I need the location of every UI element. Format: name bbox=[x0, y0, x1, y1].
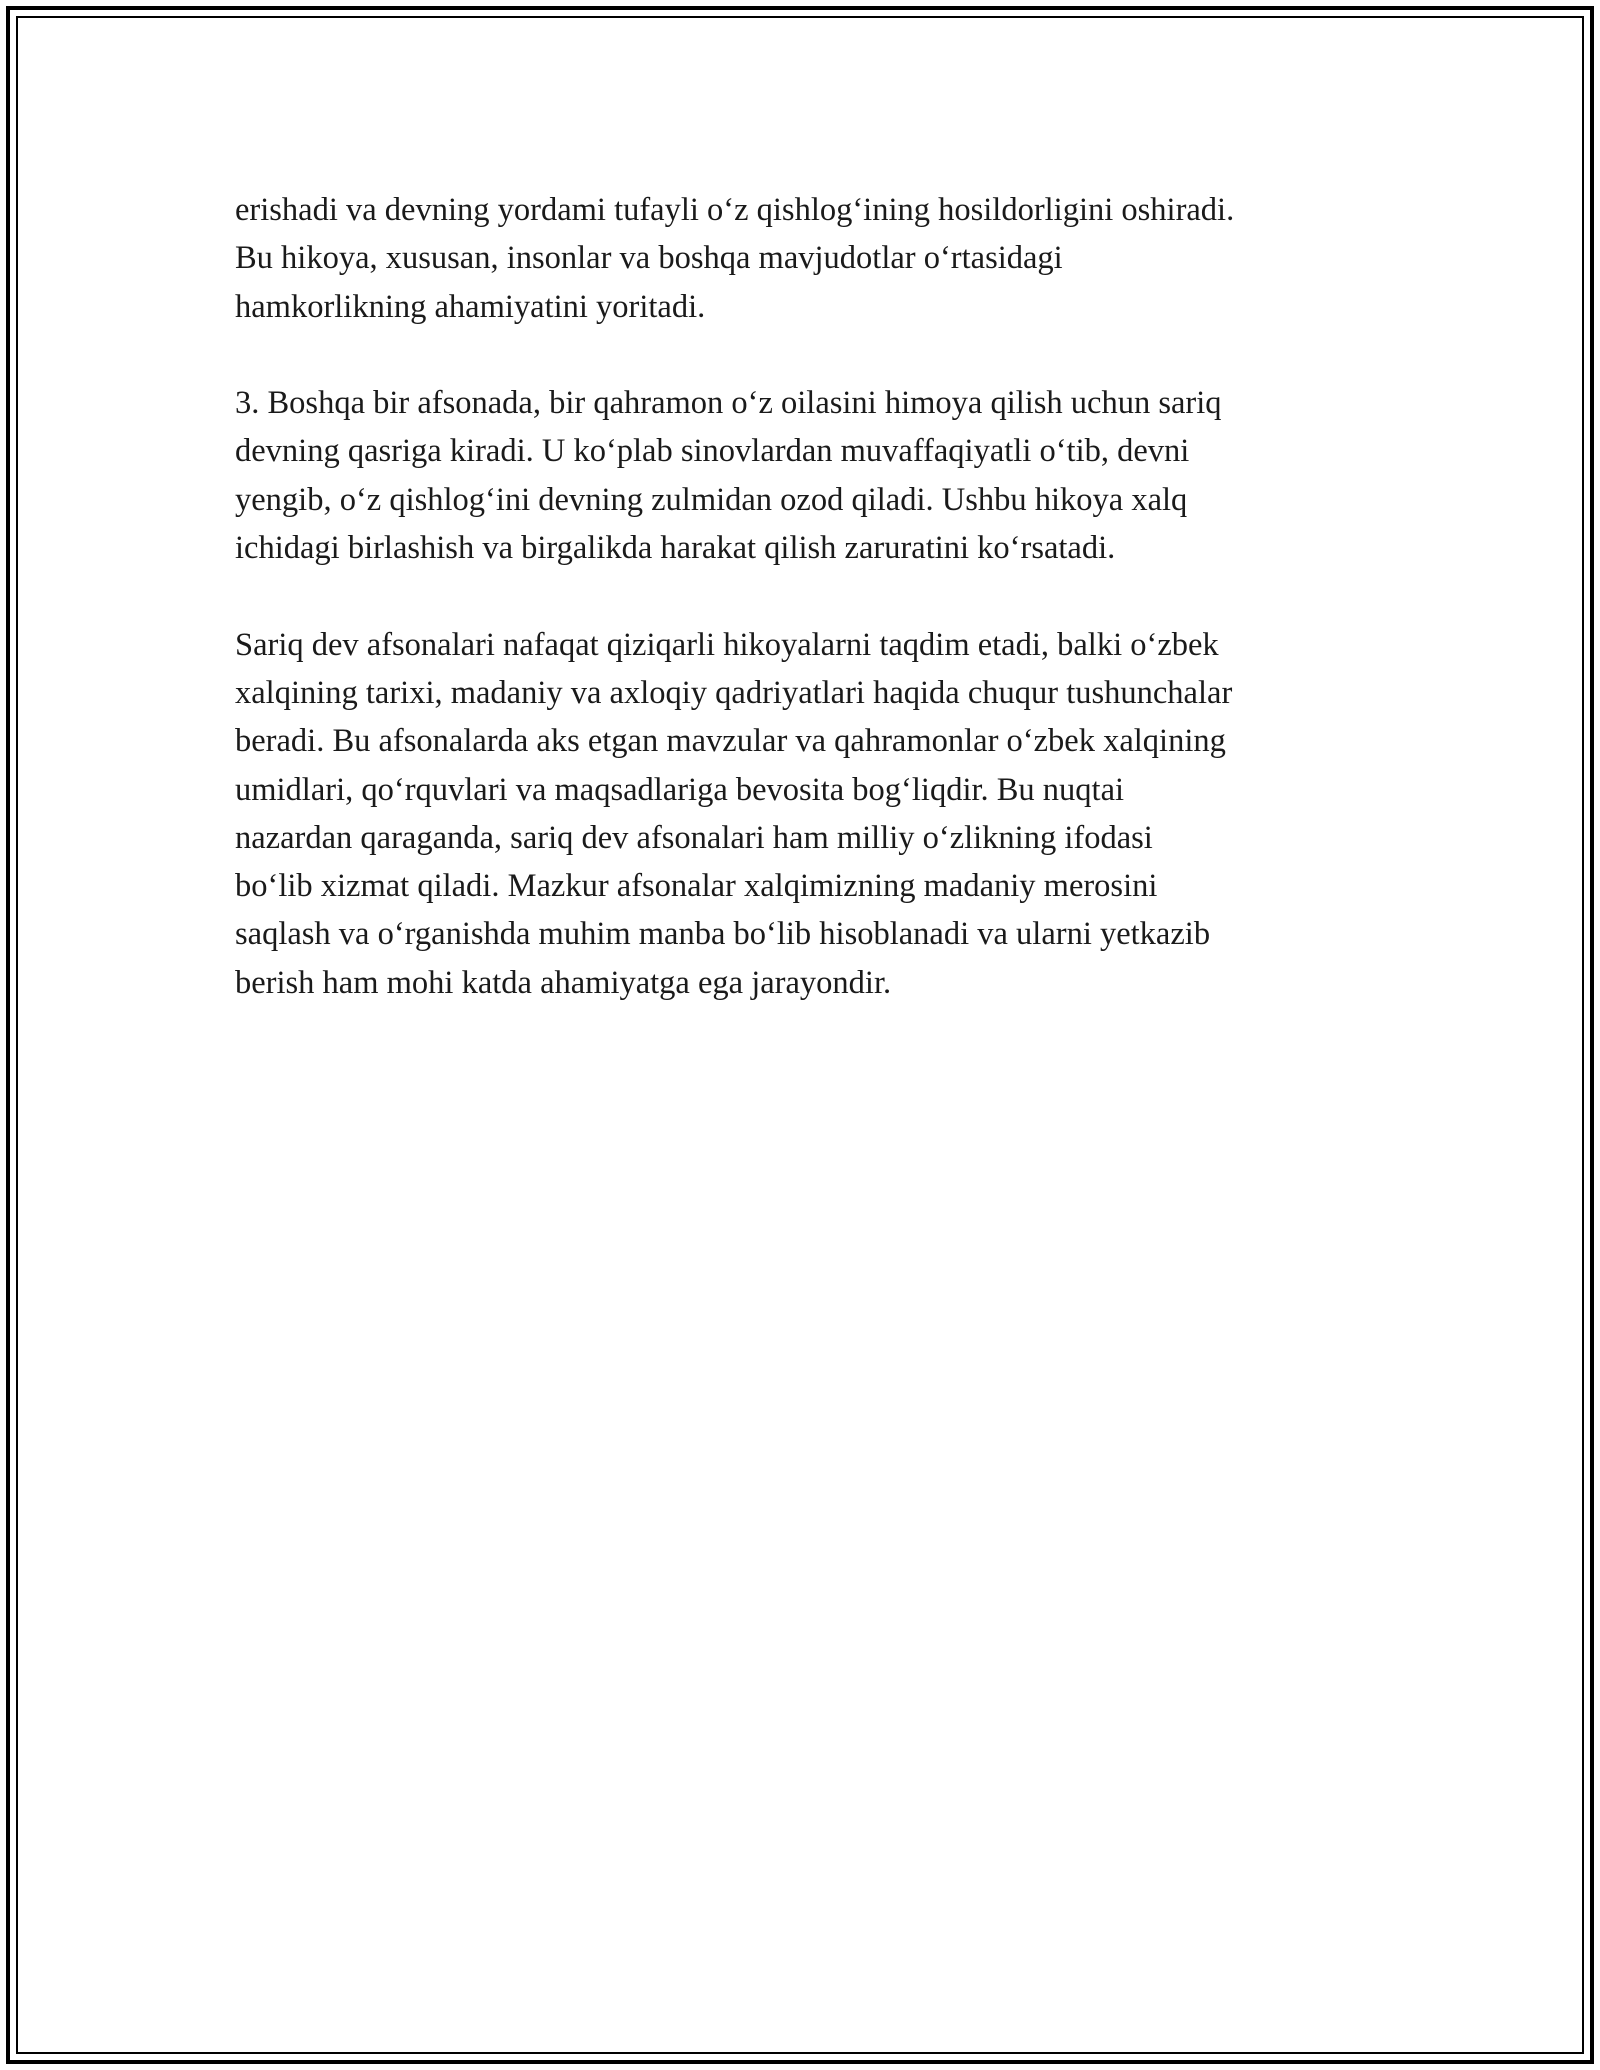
text-line: beradi. Bu afsonalarda aks etgan mavzular va qahramonlar o‘zbek xalqining bbox=[235, 723, 1226, 760]
paragraph-1 bbox=[235, 186, 1375, 331]
text-line: hamkorlikning ahamiyatini yoritadi. bbox=[235, 288, 706, 325]
text-line: umidlari, qo‘rquvlari va maqsadlariga bevosita bog‘liqdir. Bu nuqtai bbox=[235, 771, 1125, 808]
text-line: 3. Boshqa bir afsonada, bir qahramon o‘z oilasini himoya qilish uchun sariq bbox=[235, 385, 1222, 422]
text-line: Sariq dev afsonalari nafaqat qiziqarli hikoyalarni taqdim etadi, balki o‘zbek bbox=[235, 626, 1219, 663]
paragraph-2 bbox=[235, 379, 1375, 572]
text-line: saqlash va o‘rganishda muhim manba bo‘lib hisoblanadi va ularni yetkazib bbox=[235, 916, 1211, 953]
text-line: nazardan qaraganda, sariq dev afsonalari ham milliy o‘zlikning ifodasi bbox=[235, 819, 1153, 856]
text-line: ichidagi birlashish va birgalikda harakat qilish zaruratini ko‘rsatadi. bbox=[235, 530, 1116, 567]
text-line: erishadi va devning yordami tufayli o‘z qishlog‘ining hosildorligini oshiradi. bbox=[235, 192, 1235, 228]
document-body bbox=[235, 186, 1375, 1055]
text-line: yengib, o‘z qishlog‘ini devning zulmidan ozod qiladi. Ushbu hikoya xalq bbox=[235, 481, 1188, 518]
text-line: bo‘lib xizmat qiladi. Mazkur afsonalar xalqimizning madaniy merosini bbox=[235, 868, 1158, 905]
text-line: xalqining tarixi, madaniy va axloqiy qadriyatlari haqida chuqur tushunchalar bbox=[235, 674, 1233, 711]
paragraph-3 bbox=[235, 621, 1375, 1007]
text-line: Bu hikoya, xususan, insonlar va boshqa mavjudotlar o‘rtasidagi bbox=[235, 240, 1063, 277]
text-line: berish ham mohi katda ahamiyatga ega jarayondir. bbox=[235, 964, 892, 1001]
text-line: devning qasriga kiradi. U ko‘plab sinovlardan muvaffaqiyatli o‘tib, devni bbox=[235, 433, 1190, 470]
